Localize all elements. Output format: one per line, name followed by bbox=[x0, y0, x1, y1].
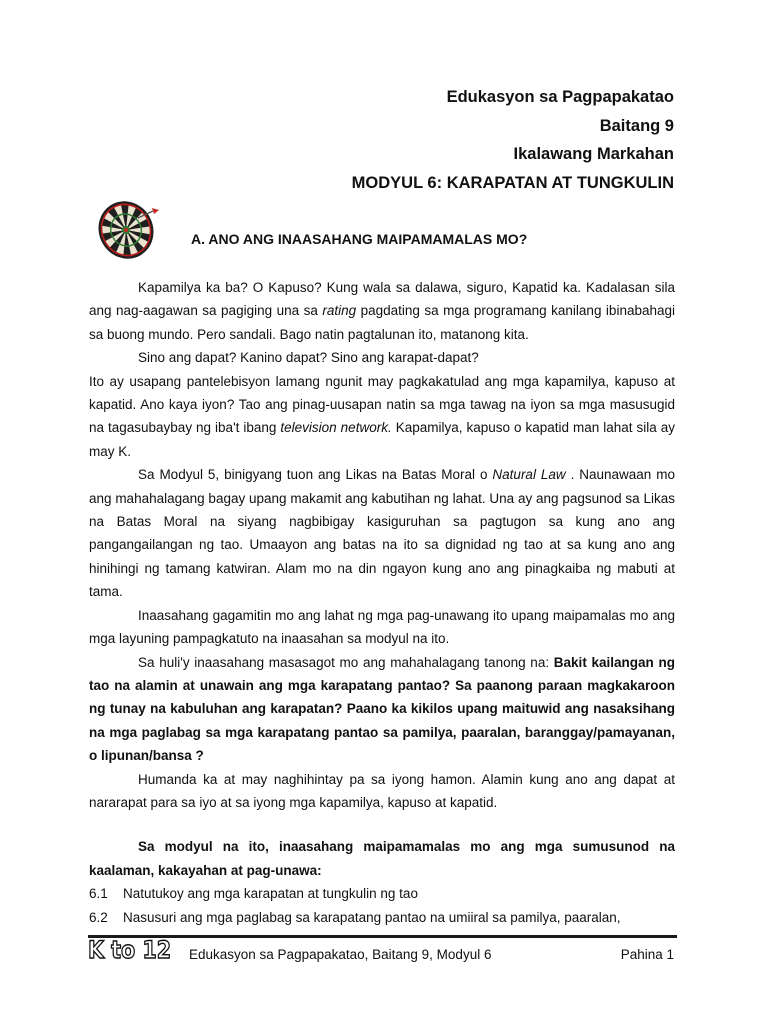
list-number: 6.1 bbox=[89, 886, 108, 902]
section-heading: A. ANO ANG INAASAHANG MAIPAMAMALAS MO? bbox=[191, 231, 528, 247]
paragraph-essential-questions bbox=[89, 651, 675, 768]
bold-questions: Bakit kailangan ng tao na alamin at unawain ang mga karapatang pantao? Sa paanong paraan magkakaroon ng tunay na kabuluhan ang karapatan? Paano ka kikilos upang maituwid ang nasaksihang na mga paglabag sa mga karapatang pantao sa pamilya, paaralan, baranggay/pamayanan, o lipunan/bansa ? bbox=[89, 654, 676, 764]
italic-term: rating bbox=[322, 303, 357, 319]
list-text: Natutukoy ang mga karapatan at tungkulin ng tao bbox=[123, 886, 418, 902]
page-number: Pahina 1 bbox=[620, 947, 674, 962]
dartboard-icon bbox=[98, 197, 160, 259]
subject-title: Edukasyon sa Pagpapakatao bbox=[446, 88, 674, 106]
list-item bbox=[89, 882, 675, 905]
grade-level: Baitang 9 bbox=[599, 116, 674, 135]
paragraph-television bbox=[89, 370, 675, 464]
paragraph-questions: Sino ang dapat? Kanino dapat? Sino ang karapat-dapat? bbox=[138, 350, 479, 366]
list-text: Nasusuri ang mga paglabag sa karapatang pantao na umiiral sa pamilya, paaralan, bbox=[123, 909, 621, 925]
quarter-label: Ikalawang Markahan bbox=[513, 145, 674, 163]
list-item bbox=[89, 906, 675, 929]
paragraph-objectives-intro: Sa modyul na ito, inaasahang maipamamalas mo ang mga sumusunod na kaalaman, kakayahan at pag-unawa: bbox=[89, 839, 675, 878]
text-run: pagdating sa mga programang kanilang ibinabahagi sa buong mundo. Pero sandali. Bago natin pagtalunan ito, matanong kita. bbox=[89, 303, 675, 342]
spacer bbox=[89, 814, 675, 835]
k-to-12-logo: K to 12 bbox=[88, 936, 172, 964]
text-run: . Naunawaan mo ang mahahalagang bagay upang makamit ang kabutihan ng lahat. Una ay ang pagsunod sa Likas na Batas Moral na siyang nagbibigay kasiguruhan sa pagtugon sa kung ano ang pangangailangan ng tao. Umaayon ang batas na ito sa dignidad ng tao at sa kung ano ang hinihingi ng tamang katwiran. Alam mo na din ngayon kung ano ang pinagkaiba ng mabuti at tama. bbox=[89, 467, 675, 600]
text-run: Ito ay usapang pantelebisyon lamang ngunit may pagkakatulad ang mga kapamilya, kapuso at kapatid. Ano kaya iyon? Tao ang pinag-uusapan natin sa mga tawag na iyon sa mga masusugid na tagasubaybay ng iba't ibang bbox=[89, 373, 675, 436]
footer-title: Edukasyon sa Pagpapakatao, Baitang 9, Modyul 6 bbox=[189, 947, 492, 962]
italic-term: television network. bbox=[280, 420, 392, 436]
module-title: MODYUL 6: KARAPATAN AT TUNGKULIN bbox=[351, 173, 674, 192]
text-run: Kapamilya, kapuso o kapatid man lahat sila ay may K. bbox=[89, 420, 675, 459]
text-run: Sa Modyul 5, binigyang tuon ang Likas na Batas Moral o bbox=[138, 467, 493, 483]
text-run: Kapamilya ka ba? O Kapuso? Kung wala sa dalawa, siguro, Kapatid ka. Kadalasan sila ang nag-aagawan sa pagiging una sa bbox=[89, 280, 675, 319]
list-number: 6.2 bbox=[89, 909, 108, 925]
paragraph-expectation: Inaasahang gagamitin mo ang lahat ng mga pag-unawang ito upang maipamalas mo ang mga layuning pampagkatuto na inaasahan sa modyul na ito. bbox=[89, 607, 675, 647]
text-run: Sa huli'y inaasahang masasagot mo ang mahahalagang tanong na: bbox=[138, 654, 554, 670]
italic-term: Natural Law bbox=[492, 467, 566, 483]
body-text bbox=[89, 276, 675, 929]
paragraph-modyul5 bbox=[89, 463, 675, 603]
footer-divider bbox=[88, 935, 677, 938]
document-header bbox=[352, 83, 674, 197]
paragraph-intro bbox=[89, 276, 675, 346]
paragraph-challenge: Humanda ka at may naghihintay pa sa iyong hamon. Alamin kung ano ang dapat at nararapat para sa iyo at sa iyong mga kapamilya, kapuso at kapatid. bbox=[89, 771, 675, 810]
